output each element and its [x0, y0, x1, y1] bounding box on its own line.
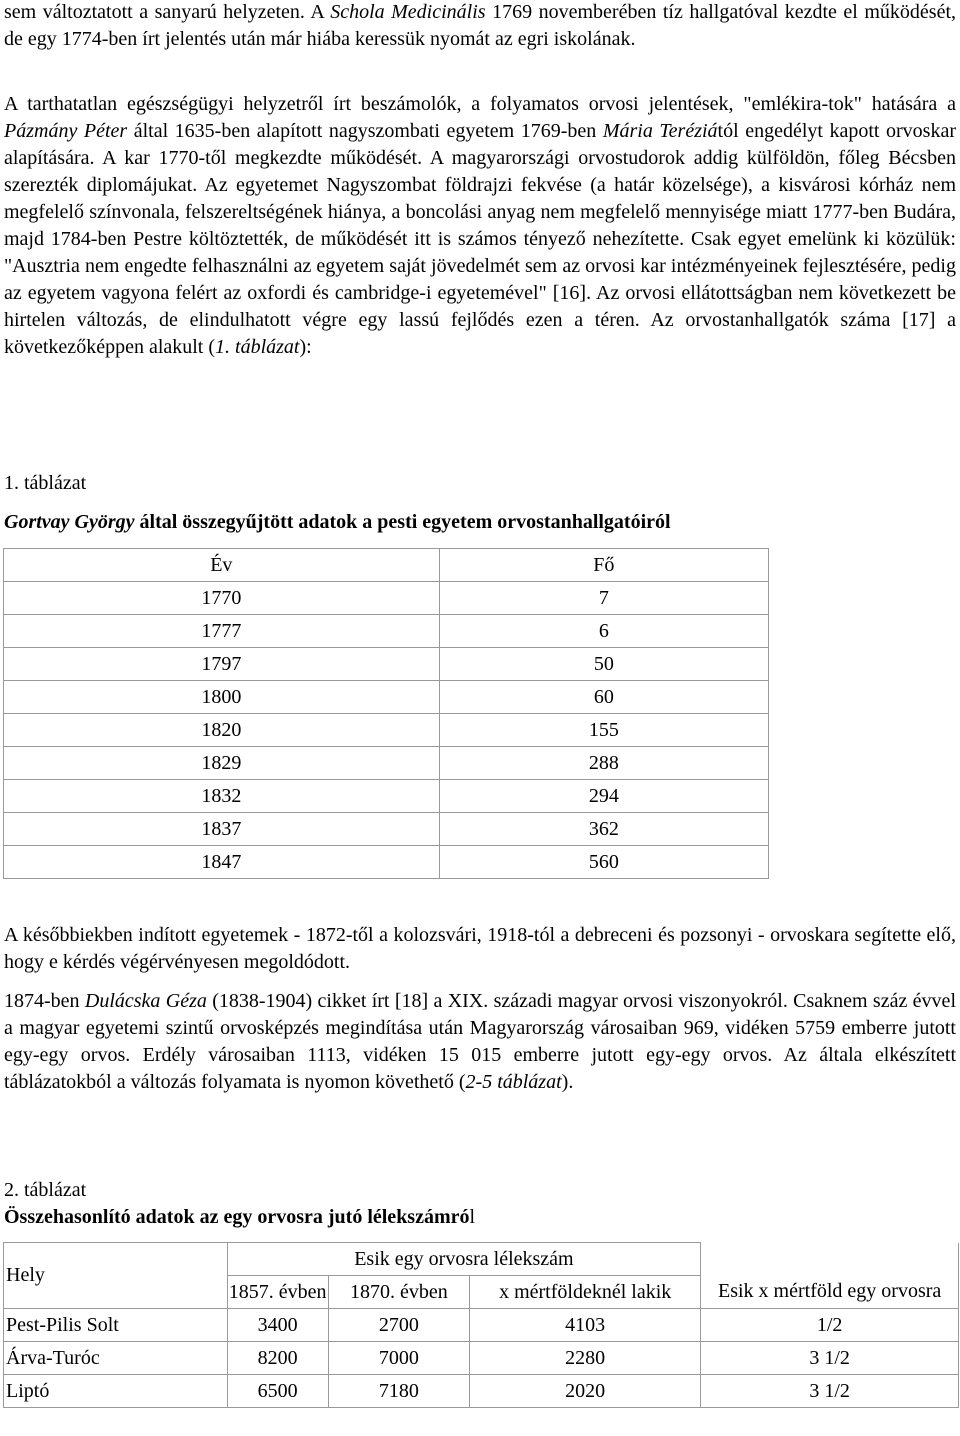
- header-group: Esik egy orvosra lélekszám: [227, 1243, 701, 1276]
- count-cell: 362: [439, 813, 768, 846]
- table-row: [4, 846, 769, 879]
- place-cell: Liptó: [4, 1375, 228, 1408]
- miles-per-doctor-cell: 3 1/2: [701, 1342, 959, 1375]
- count-cell: 6: [439, 615, 768, 648]
- paragraph-intro: sem változtatott a sanyarú helyzeten. A Schola Medicinális 1769 novemberében tíz hallgatóval kezdte el működését, de egy 1774-ben írt jelentés után már hiába keressük nyomát az egri iskolának.: [4, 1, 957, 50]
- paragraph-later-universities: A későbbiekben indított egyetemek - 1872-től a kolozsvári, 1918-tól a debreceni és pozsonyi - orvoskara segítette elő, hogy e kérdés végérvényesen megoldódott.: [4, 924, 956, 973]
- header-year: Év: [4, 549, 440, 582]
- year-cell: 1820: [4, 714, 440, 747]
- table1-title: Gortvay György által összegyűjtött adatok a pesti egyetem orvostanhallgatóiról: [4, 511, 671, 533]
- year-cell: 1837: [4, 813, 440, 846]
- count-cell: 288: [439, 747, 768, 780]
- count-cell: 7: [439, 582, 768, 615]
- value-1857-cell: 6500: [227, 1375, 328, 1408]
- table2-title: Összehasonlító adatok az egy orvosra jutó lélekszámról: [4, 1206, 476, 1228]
- table-row: [4, 615, 769, 648]
- year-cell: 1829: [4, 747, 440, 780]
- year-cell: 1770: [4, 582, 440, 615]
- miles-per-doctor-cell: 3 1/2: [701, 1375, 959, 1408]
- header-miles-lives: x mértföldeknél lakik: [470, 1276, 701, 1309]
- year-cell: 1777: [4, 615, 440, 648]
- table-row: [4, 1342, 959, 1375]
- value-1870-cell: 7180: [328, 1375, 469, 1408]
- year-cell: 1800: [4, 681, 440, 714]
- table-row: [4, 1375, 959, 1408]
- header-miles-per-doctor: Esik x mértföld egy orvosra: [701, 1276, 959, 1309]
- table-row: [4, 582, 769, 615]
- count-cell: 50: [439, 648, 768, 681]
- header-count: Fő: [439, 549, 768, 582]
- header-empty-cell: [701, 1243, 959, 1276]
- header-1857: 1857. évben: [227, 1276, 328, 1309]
- table-row: [4, 714, 769, 747]
- miles-per-doctor-cell: 1/2: [701, 1309, 959, 1342]
- value-1870-cell: 2700: [328, 1309, 469, 1342]
- count-cell: 155: [439, 714, 768, 747]
- header-1870: 1870. évben: [328, 1276, 469, 1309]
- table-row: [4, 747, 769, 780]
- table-row: [4, 681, 769, 714]
- year-cell: 1797: [4, 648, 440, 681]
- table-header-row: [4, 1243, 959, 1276]
- count-cell: 294: [439, 780, 768, 813]
- table-row: [4, 648, 769, 681]
- miles-lives-cell: 2020: [470, 1375, 701, 1408]
- year-cell: 1847: [4, 846, 440, 879]
- year-cell: 1832: [4, 780, 440, 813]
- paragraph-university-history: A tarthatatlan egészségügyi helyzetről írt beszámolók, a folyamatos orvosi jelentések, "emlékira-tok" hatására a Pázmány Péter által 1635-ben alapított nagyszombati egyetem 1769-ben Mária Teréziától engedélyt kapott orvoskar alapítására. A kar 1770-től megkezdte működését. A magyarországi orvostudorok addig külföldön, főleg Bécsben szerezték diplomájukat. Az egyetemet Nagyszombat földrajzi fekvése (a határ közelsége), a kisvárosi kórház nem megfelelő színvonala, felszereltségének hiánya, a boncolási anyag nem megfelelő mennyisége miatt 1777-ben Budára, majd 1784-ben Pestre költöztették, de működését itt is számos tényező nehezítette. Csak egyet emelünk ki közülük: "Ausztria nem engedte felhasználni az egyetem saját jövedelmét sem az orvosi kar intézményeinek fejlesztésére, pedig az egyetem vagyona felért az oxfordi és cambridge-i egyetemével" [16]. Az orvosi ellátottságban nem következett be hirtelen változás, de elindulhatott végre egy lassú fejlődés ezen a téren. Az orvostanhallgatók száma [17] a következőképpen alakult (1. táblázat):: [4, 93, 956, 358]
- paragraph-dulacska: 1874-ben Dulácska Géza (1838-1904) cikket írt [18] a XIX. századi magyar orvosi viszonyokról. Csaknem száz évvel a magyar egyetemi szintű orvosképzés megindítása után Magyarország városaiban 969, vidéken 5759 emberre jutott egy-egy orvos. Erdély városaiban 1113, vidéken 15 015 emberre jutott egy-egy orvos. Az általa elkészített táblázatokból a változás folyamata is nyomon követhető (2-5 táblázat).: [4, 990, 956, 1093]
- count-cell: 60: [439, 681, 768, 714]
- count-cell: 560: [439, 846, 768, 879]
- value-1857-cell: 3400: [227, 1309, 328, 1342]
- miles-lives-cell: 2280: [470, 1342, 701, 1375]
- place-cell: Árva-Turóc: [4, 1342, 228, 1375]
- table2-caption: 2. táblázat: [4, 1179, 87, 1201]
- table-row: [4, 780, 769, 813]
- table-row: [4, 813, 769, 846]
- comparison-table: [3, 1242, 959, 1408]
- place-cell: Pest-Pilis Solt: [4, 1309, 228, 1342]
- table1-caption: 1. táblázat: [4, 472, 87, 494]
- table-row: [4, 1309, 959, 1342]
- students-table: [3, 548, 769, 879]
- miles-lives-cell: 4103: [470, 1309, 701, 1342]
- header-place: Hely: [4, 1243, 228, 1309]
- value-1870-cell: 7000: [328, 1342, 469, 1375]
- value-1857-cell: 8200: [227, 1342, 328, 1375]
- table-header-row: [4, 549, 769, 582]
